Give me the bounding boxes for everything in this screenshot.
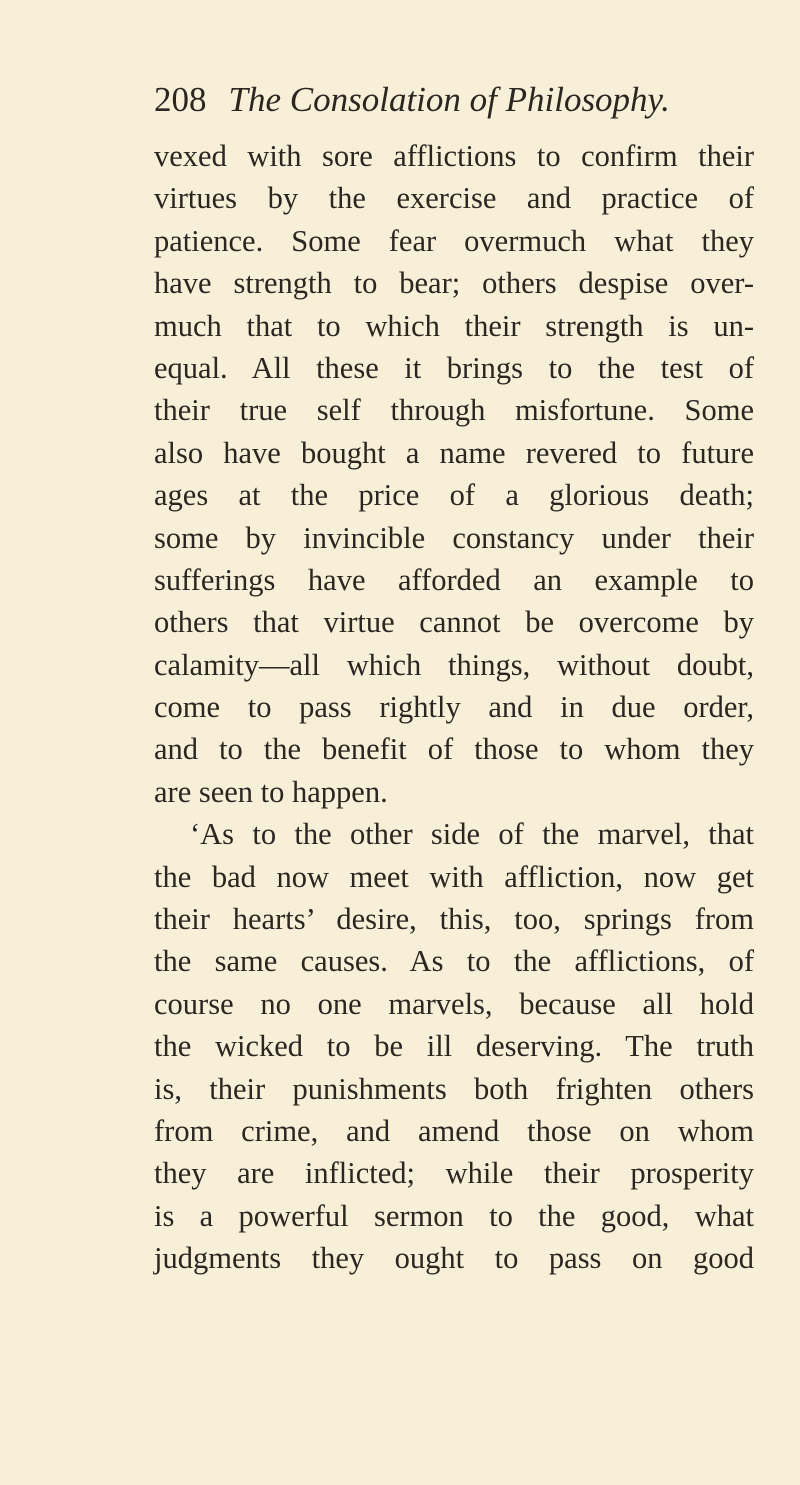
text-line: calamity—all which things, without doubt, [154,647,754,682]
text-line: their true self through misfortune. Some [154,393,754,428]
paragraph-end-line: are seen to happen. [154,774,388,809]
page-header [154,78,754,122]
text-line: virtues by the exercise and practice of [154,181,754,216]
text-line: ages at the price of a glorious death; [154,478,754,513]
running-title: The Consolation of Philosophy. [228,80,670,119]
text-line: course no one marvels, because all hold [154,986,754,1021]
text-line: their hearts’ desire, this, too, springs from [154,902,754,937]
body-text [154,135,754,1280]
text-line: and to the benefit of those to whom they [154,732,754,767]
text-line: they are inflicted; while their prosperity [154,1156,754,1191]
text-line: come to pass rightly and in due order, [154,690,754,725]
text-line: from crime, and amend those on whom [154,1113,754,1148]
text-line: the bad now meet with affliction, now get [154,859,754,894]
paragraph-start-line: ‘As to the other side of the marvel, that [190,817,754,852]
text-line: have strength to bear; others despise over- [154,266,754,301]
text-line: equal. All these it brings to the test of [154,350,754,385]
text-line: also have bought a name revered to future [154,435,754,470]
text-line: sufferings have afforded an example to [154,562,754,597]
text-line: vexed with sore afflictions to confirm their [154,139,754,173]
text-line: others that virtue cannot be overcome by [154,605,754,640]
page-number: 208 [154,80,207,119]
text-line: some by invincible constancy under their [154,520,754,555]
text-line: is a powerful sermon to the good, what [154,1198,754,1233]
text-line: the same causes. As to the afflictions, of [154,944,754,979]
text-line: patience. Some fear overmuch what they [154,223,754,258]
text-line: much that to which their strength is un- [154,308,754,343]
text-line: judgments they ought to pass on good [154,1241,754,1276]
text-line: is, their punishments both frighten others [154,1071,754,1106]
text-line: the wicked to be ill deserving. The truth [154,1029,754,1064]
